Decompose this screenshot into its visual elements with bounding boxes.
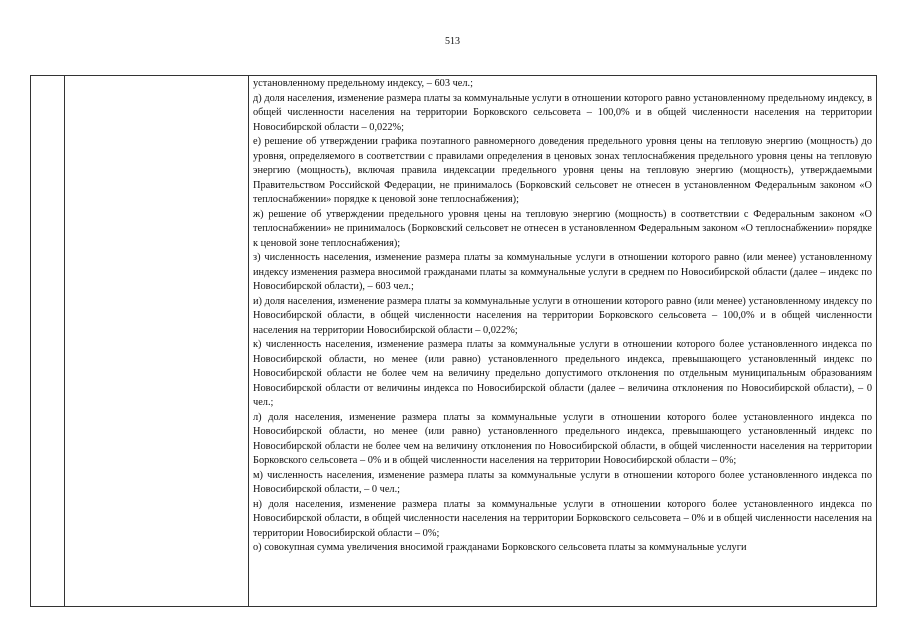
paragraph-n: н) доля населения, изменение размера платы за коммунальные услуги в отношении которого более установленного индекса по Новосибирской области, в общей численности населения на территории Борковского сельсовета – 0% и в общей численности населения на территории Новосибирской области – 0%;: [253, 498, 872, 539]
paragraph-m: м) численность населения, изменение размера платы за коммунальные услуги в отношении которого более установленного индекса по Новосибирской области, – 0 чел.;: [253, 469, 872, 495]
paragraph: установленному предельному индексу, – 603 чел.;: [253, 78, 473, 89]
paragraph-l: л) доля населения, изменение размера платы за коммунальные услуги в отношении которого более установленного индекса по Новосибирской области, но менее (или равно) установленного предельного индекса, превышающего установленный индекс по Новосибирской области не более чем на величину отклонения по Новосибирской области, в общей численности населения на территории Борковского сельсовета – 0% и в общей численности населения на территории Новосибирской области – 0%;: [253, 411, 872, 466]
column-divider-2: [248, 76, 249, 606]
paragraph-i: и) доля населения, изменение размера платы за коммунальные услуги в отношении которого равно (или менее) установленному индексу по Новосибирской области, в общей численности населения на территории Борковского сельсовета – 100,0% и в общей численности населения на территории Новосибирской области – 0,022%;: [253, 295, 872, 336]
paragraph-zh: ж) решение об утверждении предельного уровня цены на тепловую энергию (мощность) в соответствии с Федеральным законом «О теплоснабжении» не принималось (Борковский сельсовет не отнесен в установленном Федеральным законом «О теплоснабжении» порядке к ценовой зоне теплоснабжения);: [253, 208, 872, 249]
text-cell: [253, 77, 872, 556]
paragraph-e: е) решение об утверждении графика поэтапного равномерного доведения предельного уровня цены на тепловую энергию (мощность) до уровня, определяемого в соответствии с правилами определения в ценовых зонах теплоснабжения предельного уровня цены на тепловую энергию (мощность), включая правила индексации предельного уровня цены на тепловую энергию (мощность), утверждаемыми Правительством Российской Федерации, не принималось (Борковский сельсовет не отнесен в установленном Федеральным законом «О теплоснабжении» порядке к ценовой зоне теплоснабжения);: [253, 136, 872, 205]
paragraph-z: з) численность населения, изменение размера платы за коммунальные услуги в отношении которого равно (или менее) установленному индексу изменения размера вносимой гражданами платы за коммунальные услуги в среднем по Новосибирской области (далее – индекс по Новосибирской области), – 603 чел.;: [253, 252, 872, 292]
paragraph-o: о) совокупная сумма увеличения вносимой гражданами Борковского сельсовета платы за коммунальные услуги: [253, 542, 747, 553]
document-table: [30, 75, 877, 607]
column-divider-1: [64, 76, 65, 606]
paragraph-d: д) доля населения, изменение размера платы за коммунальные услуги в отношении которого равно установленному предельному индексу, в общей численности населения на территории Борковского сельсовета – 100,0% и в общей численности населения на территории Новосибирской области – 0,022%;: [253, 92, 872, 133]
page-number: 513: [445, 36, 460, 47]
paragraph-k: к) численность населения, изменение размера платы за коммунальные услуги в отношении которого более установленного индекса по Новосибирской области, но менее (или равно) установленного предельного индекса, превышающего установленный индекс по Новосибирской области не более чем на величину предельно допустимого отклонения по отдельным муниципальным образованиям Новосибирской области от величины индекса по Новосибирской области (далее – величина отклонения по Новосибирской области), – 0 чел.;: [253, 339, 872, 408]
